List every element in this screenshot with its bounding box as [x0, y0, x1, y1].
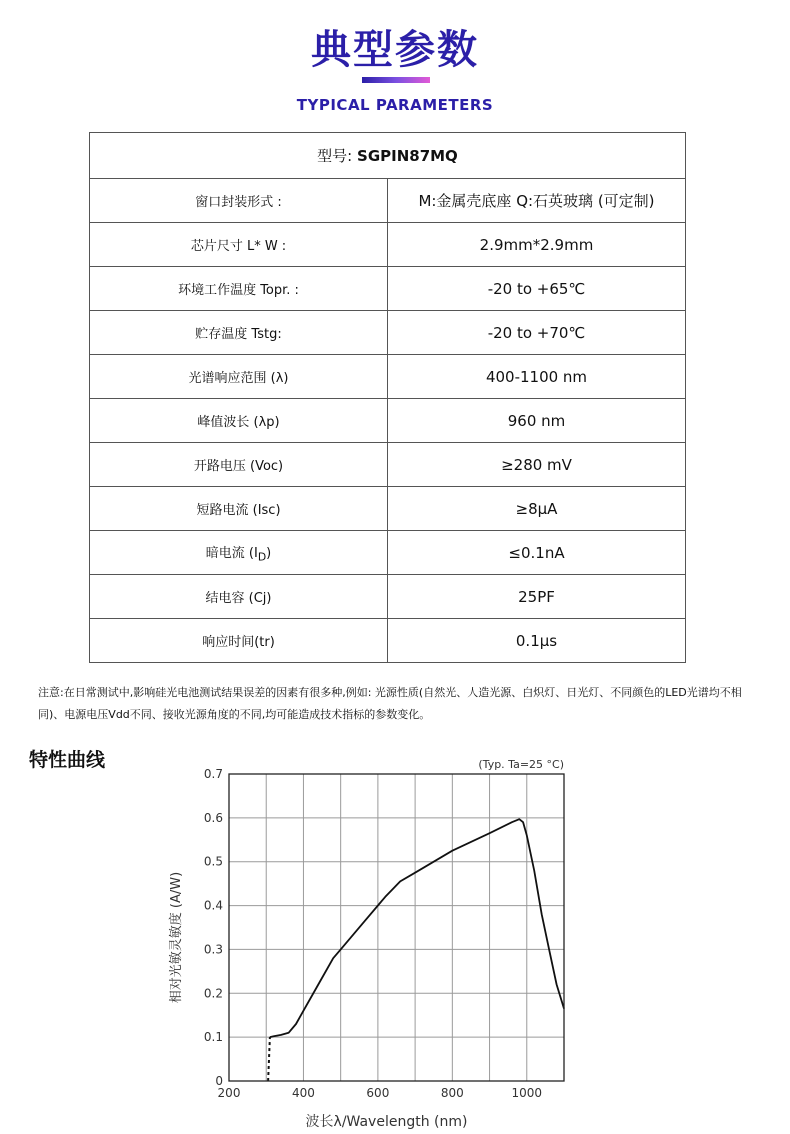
x-tick-label: 1000 [511, 1086, 543, 1100]
y-tick-label: 0.7 [203, 767, 223, 781]
param-value: 400-1100 nm [388, 355, 686, 399]
table-row [90, 619, 686, 663]
table-row [90, 399, 686, 443]
table-row [90, 311, 686, 355]
table-row [90, 223, 686, 267]
y-tick-label: 0.2 [203, 986, 223, 1001]
model-label: 型号: [317, 147, 353, 165]
param-key-subscript: D [257, 550, 267, 564]
param-key: 芯片尺寸 L* W : [90, 223, 388, 267]
param-key-text: 暗电流 (I [205, 545, 258, 561]
x-axis-label: 波长λ/Wavelength (nm) [305, 1114, 468, 1130]
y-axis-label: 相对光敏灵敏度 (A/W) [169, 871, 184, 1004]
param-key: 结电容 (Cj) [90, 575, 388, 619]
y-tick-label: 0.6 [203, 810, 223, 825]
chart-ticks [204, 767, 542, 1100]
x-tick-label: 400 [291, 1086, 315, 1100]
series-line-extrapolated [268, 1037, 270, 1081]
table-row [90, 267, 686, 311]
y-tick-label: 0.5 [203, 854, 223, 869]
model-cell [90, 133, 686, 179]
param-value: 25PF [388, 575, 686, 619]
test-note: 注意:在日常测试中,影响硅光电池测试结果误差的因素有很多种,例如: 光源性质(自然光、人造光源、白炽灯、日光灯、不同颜色的LED光谱均不相同)、电源电压Vdd不同、接收光源角度的不同,均可能造成技术指标的参数变化。 [38, 686, 742, 721]
page-subtitle: TYPICAL PARAMETERS [296, 96, 494, 114]
model-value: SGPIN87MQ [357, 147, 458, 165]
x-tick-label: 600 [366, 1086, 390, 1100]
y-tick-label: 0.1 [203, 1030, 223, 1045]
chart-annotation: (Typ. Ta=25 °C) [478, 758, 564, 771]
x-tick-label: 200 [217, 1086, 241, 1100]
param-value: -20 to +70℃ [388, 311, 686, 355]
param-value: 960 nm [388, 399, 686, 443]
param-value: M:金属壳底座 Q:石英玻璃 (可定制) [388, 179, 686, 223]
table-row [90, 443, 686, 487]
y-tick-label: 0 [215, 1074, 223, 1088]
table-row [90, 179, 686, 223]
table-row [90, 487, 686, 531]
y-tick-label: 0.3 [203, 942, 223, 957]
param-value: ≤0.1nA [388, 531, 686, 575]
param-key: 贮存温度 Tstg: [90, 311, 388, 355]
table-row [90, 531, 686, 575]
param-key: 窗口封装形式 : [90, 179, 388, 223]
table-row [90, 355, 686, 399]
param-key [90, 531, 388, 575]
y-tick-label: 0.4 [203, 898, 223, 913]
param-key-close: ) [266, 545, 272, 561]
series-line-response [270, 819, 564, 1037]
chart-series [268, 819, 564, 1081]
parameters-table [89, 132, 686, 663]
title-underline [362, 77, 430, 83]
section-title: 特性曲线 [29, 749, 106, 771]
param-key: 环境工作温度 Topr. : [90, 267, 388, 311]
x-tick-label: 800 [440, 1086, 464, 1100]
param-key: 短路电流 (Isc) [90, 487, 388, 531]
param-key: 峰值波长 (λp) [90, 399, 388, 443]
model-row [90, 133, 686, 179]
param-value: ≥8μA [388, 487, 686, 531]
param-key: 响应时间(tr) [90, 619, 388, 663]
param-value: ≥280 mV [388, 443, 686, 487]
param-key: 光谱响应范围 (λ) [90, 355, 388, 399]
param-value: 0.1μs [388, 619, 686, 663]
page-title: 典型参数 [311, 27, 479, 73]
table-row [90, 575, 686, 619]
spectral-response-chart [150, 750, 580, 1134]
param-value: -20 to +65℃ [388, 267, 686, 311]
param-value: 2.9mm*2.9mm [388, 223, 686, 267]
param-key: 开路电压 (Voc) [90, 443, 388, 487]
